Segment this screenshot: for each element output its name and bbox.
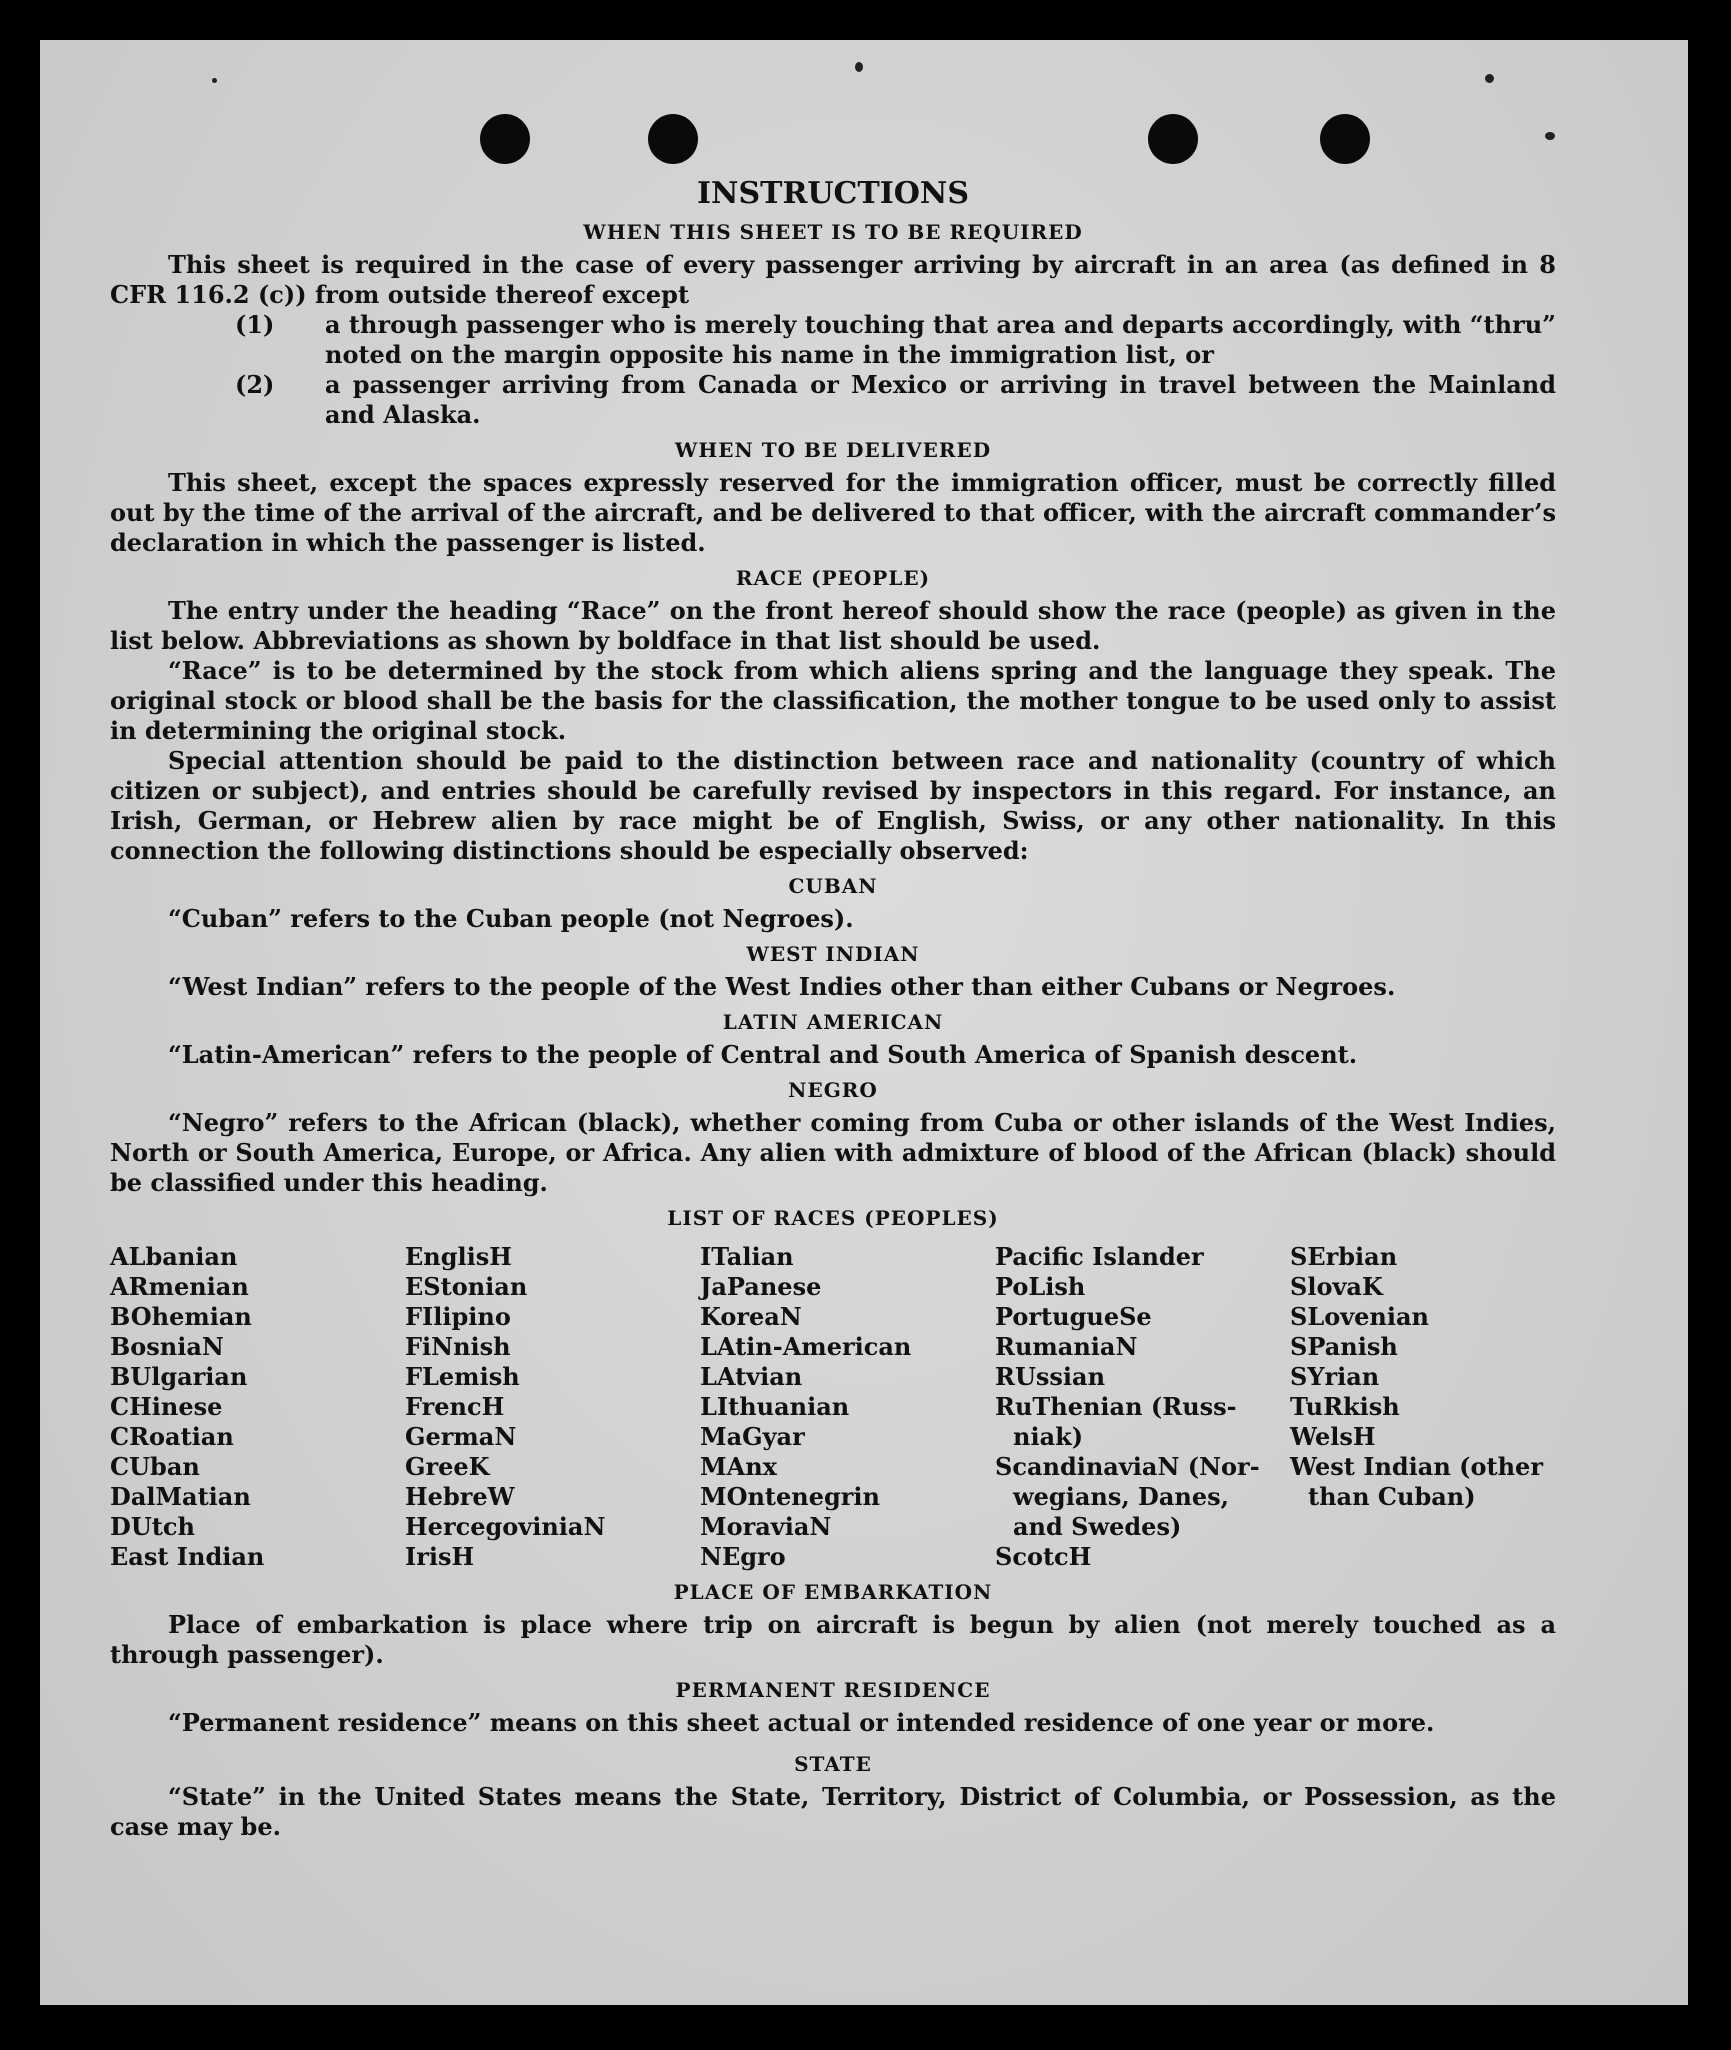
heading-permanent-residence: PERMANENT RESIDENCE (675, 1678, 991, 1702)
heading-negro: NEGRO (788, 1078, 878, 1102)
race-item: and Swedes) (1013, 1512, 1182, 1541)
exception-text: a passenger arriving from Canada or Mexico or arriving in travel between the Mainland and Alaska. (325, 370, 1556, 429)
west-indian-text: “West Indian” refers to the people of the West Indies other than either Cubans or Negroes. (168, 972, 1396, 1001)
race-item: RumaniaN (995, 1332, 1138, 1361)
state-text: “State” in the United States means the State, Territory, District of Columbia, or Possession, as the case may be. (110, 1782, 1556, 1841)
race-item: BUlgarian (110, 1362, 248, 1391)
race-item: FIlipino (405, 1302, 511, 1331)
race-item: FrencH (405, 1392, 505, 1421)
race-item: FiNnish (405, 1332, 511, 1361)
race-item: PortugueSe (995, 1302, 1152, 1331)
heading-when-delivered: WHEN TO BE DELIVERED (674, 438, 992, 462)
speck (1485, 74, 1494, 83)
heading-latin-american: LATIN AMERICAN (722, 1010, 944, 1034)
race-paragraph-1: The entry under the heading “Race” on the front hereof should show the race (people) as given in the list below. Abbreviations as shown by boldface in that list should be used. (110, 596, 1556, 655)
heading-embarkation: PLACE OF EMBARKATION (673, 1580, 993, 1604)
race-item: HercegoviniaN (405, 1512, 606, 1541)
race-item: than Cuban) (1308, 1482, 1476, 1511)
race-item: CUban (110, 1452, 200, 1481)
heading-when-required: WHEN THIS SHEET IS TO BE REQUIRED (583, 220, 1083, 244)
exception-number: (2) (235, 370, 275, 399)
race-item: ALbanian (110, 1242, 238, 1271)
punch-hole-2 (648, 114, 698, 164)
race-item: BosniaN (110, 1332, 224, 1361)
race-item: LIthuanian (700, 1392, 850, 1421)
race-item: DalMatian (110, 1482, 251, 1511)
race-item: SErbian (1290, 1242, 1398, 1271)
race-item: GermaN (405, 1422, 517, 1451)
exception-item (110, 310, 1556, 370)
exception-item (110, 370, 1556, 430)
race-item: BOhemian (110, 1302, 252, 1331)
race-item: ARmenian (110, 1272, 249, 1301)
race-item: FLemish (405, 1362, 520, 1391)
race-item: ScotcH (995, 1542, 1092, 1571)
speck (1545, 132, 1555, 140)
speck (855, 62, 863, 72)
heading-list-of-races: LIST OF RACES (PEOPLES) (667, 1206, 999, 1230)
race-item: EnglisH (405, 1242, 512, 1271)
race-item: MaGyar (700, 1422, 805, 1451)
race-item: DUtch (110, 1512, 195, 1541)
race-item: LAtvian (700, 1362, 803, 1391)
speck (212, 78, 217, 83)
negro-text: “Negro” refers to the African (black), whether coming from Cuba or other islands of the West Indies, North or South America, Europe, or Africa. Any alien with admixture of blood of the African (black) should be classified under this heading. (110, 1108, 1556, 1197)
punch-hole-1 (480, 114, 530, 164)
embarkation-text: Place of embarkation is place where trip on aircraft is begun by alien (not merely touched as a through passenger). (110, 1610, 1556, 1669)
race-item: CRoatian (110, 1422, 234, 1451)
race-paragraph-3: Special attention should be paid to the distinction between race and nationality (country of which citizen or subject), and entries should be carefully revised by inspectors in this regard. For instance, an Irish, German, or Hebrew alien by race might be of English, Swiss, or any other nationality. In this connection the following distinctions should be especially observed: (110, 746, 1556, 865)
heading-west-indian: WEST INDIAN (746, 942, 920, 966)
races-column (405, 1242, 700, 1572)
race-item: ScandinaviaN (Nor- (995, 1452, 1260, 1481)
punch-hole-3 (1148, 114, 1198, 164)
race-item: TuRkish (1290, 1392, 1400, 1421)
exception-text: a through passenger who is merely touching that area and departs accordingly, with “thru” noted on the margin opposite his name in the immigration list, or (325, 310, 1556, 369)
race-item: ITalian (700, 1242, 794, 1271)
race-item: CHinese (110, 1392, 223, 1421)
races-column (700, 1242, 995, 1572)
instructions-content (110, 176, 1556, 1842)
heading-cuban: CUBAN (788, 874, 878, 898)
race-item: MoraviaN (700, 1512, 832, 1541)
race-item: MOntenegrin (700, 1482, 880, 1511)
residence-text: “Permanent residence” means on this sheet actual or intended residence of one year or more. (168, 1708, 1435, 1737)
race-item: EStonian (405, 1272, 528, 1301)
race-item: MAnx (700, 1452, 777, 1481)
heading-race: RACE (PEOPLE) (735, 566, 931, 590)
race-item: NEgro (700, 1542, 786, 1571)
latin-american-text: “Latin-American” refers to the people of Central and South America of Spanish descent. (168, 1040, 1358, 1069)
race-item: KoreaN (700, 1302, 802, 1331)
race-item: WelsH (1290, 1422, 1376, 1451)
race-paragraph-2: “Race” is to be determined by the stock from which aliens spring and the language they speak. The original stock or blood shall be the basis for the classification, the mother tongue to be used only to assist in determining the original stock. (110, 656, 1556, 745)
race-item: RuThenian (Russ- (995, 1392, 1237, 1421)
race-item: Pacific Islander (995, 1242, 1204, 1271)
race-item: PoLish (995, 1272, 1086, 1301)
race-item: JaPanese (700, 1272, 822, 1301)
race-item: SPanish (1290, 1332, 1398, 1361)
race-item: wegians, Danes, (1013, 1482, 1229, 1511)
race-item: East Indian (110, 1542, 265, 1571)
race-item: HebreW (405, 1482, 515, 1511)
race-item: SYrian (1290, 1362, 1380, 1391)
heading-state: STATE (794, 1752, 872, 1776)
exception-number: (1) (235, 310, 275, 339)
race-item: West Indian (other (1290, 1452, 1543, 1481)
races-column (995, 1242, 1290, 1572)
race-item: GreeK (405, 1452, 490, 1481)
punch-hole-4 (1320, 114, 1370, 164)
race-item: SLovenian (1290, 1302, 1429, 1331)
page-title: INSTRUCTIONS (697, 176, 969, 211)
when-required-intro: This sheet is required in the case of every passenger arriving by aircraft in an area (as defined in 8 CFR 116.2 (c)) from outside thereof except (110, 250, 1556, 309)
race-item: niak) (1013, 1422, 1084, 1451)
races-column (1290, 1242, 1556, 1572)
race-item: SlovaK (1290, 1272, 1383, 1301)
when-delivered-text: This sheet, except the spaces expressly reserved for the immigration officer, must be correctly filled out by the time of the arrival of the aircraft, and be delivered to that officer, with the aircraft commander’s declaration in which the passenger is listed. (110, 468, 1556, 557)
cuban-text: “Cuban” refers to the Cuban people (not Negroes). (168, 904, 854, 933)
race-item: RUssian (995, 1362, 1106, 1391)
races-column (110, 1242, 405, 1572)
race-item: LAtin-American (700, 1332, 912, 1361)
race-item: IrisH (405, 1542, 475, 1571)
races-list (110, 1242, 1556, 1572)
